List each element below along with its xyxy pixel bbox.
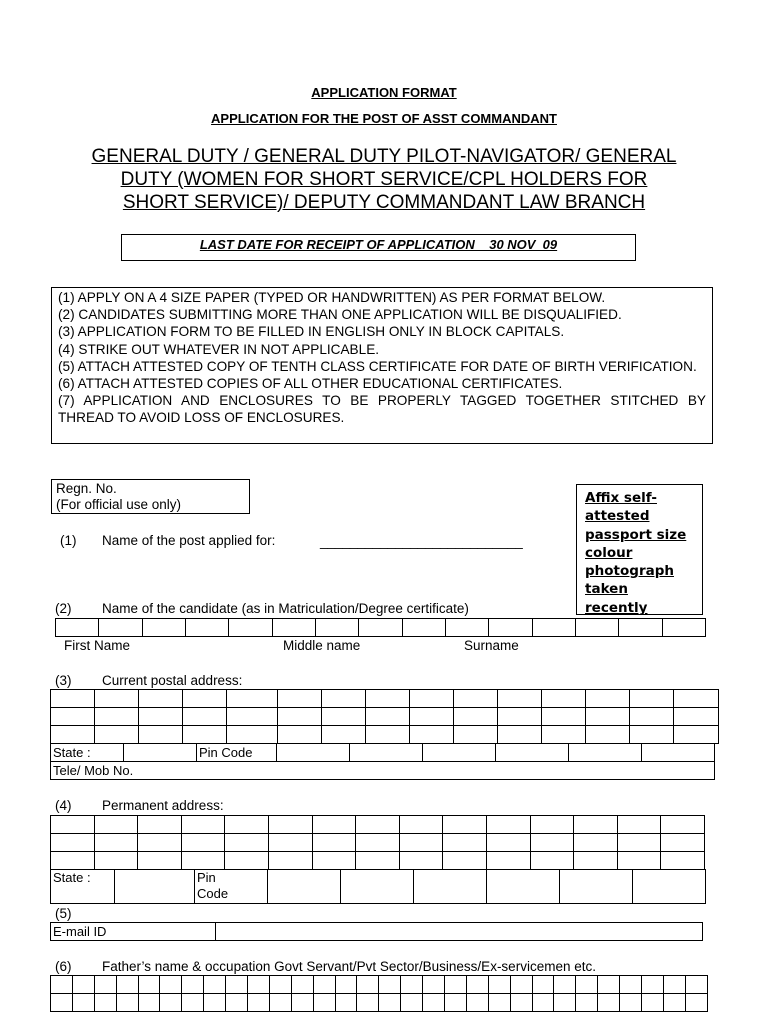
form-cell[interactable]	[498, 690, 542, 708]
form-cell[interactable]	[498, 726, 542, 744]
form-cell[interactable]	[661, 816, 705, 834]
form-cell[interactable]	[454, 708, 498, 726]
form-cell[interactable]	[410, 726, 454, 744]
form-cell[interactable]	[51, 994, 73, 1012]
name-cell[interactable]	[445, 619, 488, 637]
form-cell[interactable]	[94, 816, 138, 834]
form-cell[interactable]	[466, 994, 488, 1012]
state-field[interactable]	[124, 744, 197, 762]
first-name-label: First Name	[64, 638, 131, 653]
form-cell[interactable]	[268, 816, 312, 834]
form-cell[interactable]	[630, 708, 674, 726]
form-cell[interactable]	[183, 690, 227, 708]
form-cell[interactable]	[486, 816, 530, 834]
form-cell[interactable]	[356, 852, 400, 870]
email-tr	[51, 923, 703, 941]
form-cell[interactable]	[51, 708, 95, 726]
state-pin-row	[51, 870, 706, 904]
name-cell[interactable]	[185, 619, 228, 637]
address-row	[51, 834, 705, 852]
form-cell[interactable]	[138, 816, 182, 834]
q5-number: (5)	[55, 906, 72, 921]
form-cell[interactable]	[278, 690, 322, 708]
form-cell[interactable]	[138, 994, 160, 1012]
form-cell[interactable]	[630, 690, 674, 708]
form-cell[interactable]	[160, 994, 182, 1012]
form-cell[interactable]	[399, 852, 443, 870]
q3-number: (3)	[55, 673, 72, 688]
address-row	[51, 708, 719, 726]
instruction-3: (3) APPLICATION FORM TO BE FILLED IN ENGLISH ONLY IN BLOCK CAPITALS.	[58, 324, 565, 340]
instruction-5: (5) ATTACH ATTESTED COPY OF TENTH CLASS CERTIFICATE FOR DATE OF BIRTH VERIFICATION.	[58, 358, 697, 374]
name-grid-row	[56, 619, 706, 637]
form-cell[interactable]	[227, 726, 278, 744]
middle-name-label: Middle name	[283, 638, 361, 653]
photo-line-6: taken	[585, 581, 628, 598]
form-cell[interactable]	[445, 976, 467, 994]
form-cell[interactable]	[661, 834, 705, 852]
form-cell[interactable]	[335, 976, 357, 994]
form-cell[interactable]	[554, 994, 576, 1012]
surname-label: Surname	[464, 638, 519, 653]
form-cell[interactable]	[443, 834, 487, 852]
form-cell[interactable]	[72, 976, 94, 994]
form-cell[interactable]	[530, 816, 574, 834]
form-cell[interactable]	[488, 994, 510, 1012]
pin-cell[interactable]	[268, 870, 341, 904]
pin-code-label	[195, 870, 268, 904]
form-cell[interactable]	[576, 994, 598, 1012]
form-cell[interactable]	[95, 690, 139, 708]
form-cell[interactable]	[663, 976, 685, 994]
form-cell[interactable]	[498, 708, 542, 726]
form-cell[interactable]	[663, 994, 685, 1012]
form-cell[interactable]	[182, 994, 204, 1012]
form-cell[interactable]	[674, 726, 719, 744]
photo-line-2: attested	[585, 508, 650, 525]
form-cell[interactable]	[72, 994, 94, 1012]
form-cell[interactable]	[94, 976, 116, 994]
form-cell[interactable]	[225, 816, 269, 834]
q6-label: Father’s name & occupation Govt Servant/Pvt Sector/Business/Ex-servicemen etc.	[102, 959, 596, 974]
photo-line-7: recently	[585, 599, 648, 615]
form-cell[interactable]	[486, 852, 530, 870]
father-name-grid[interactable]	[50, 975, 708, 1012]
form-cell[interactable]	[94, 994, 116, 1012]
form-cell[interactable]	[674, 708, 719, 726]
form-cell[interactable]	[94, 834, 138, 852]
form-cell[interactable]	[313, 976, 335, 994]
pin-cell[interactable]	[341, 870, 414, 904]
state-pin-row	[51, 744, 715, 762]
form-cell[interactable]	[322, 726, 366, 744]
email-label: E-mail ID	[51, 923, 216, 941]
instruction-2: (2) CANDIDATES SUBMITTING MORE THAN ONE APPLICATION WILL BE DISQUALIFIED.	[58, 307, 622, 323]
form-cell[interactable]	[312, 816, 356, 834]
form-cell[interactable]	[227, 690, 278, 708]
form-cell[interactable]	[401, 976, 423, 994]
form-cell[interactable]	[204, 994, 226, 1012]
form-cell[interactable]	[51, 690, 95, 708]
q1-number: (1)	[60, 533, 77, 548]
form-cell[interactable]	[95, 708, 139, 726]
pin-code-label: Pin Code	[197, 744, 277, 762]
branch-title	[0, 145, 768, 214]
form-cell[interactable]	[530, 852, 574, 870]
form-cell[interactable]	[269, 976, 291, 994]
form-cell[interactable]	[486, 834, 530, 852]
photo-line-3: passport size	[585, 526, 687, 543]
form-cell[interactable]	[322, 690, 366, 708]
last-date-box	[121, 234, 636, 261]
address-row	[51, 816, 705, 834]
form-cell[interactable]	[278, 708, 322, 726]
post-title: APPLICATION FOR THE POST OF ASST COMMANDANT	[211, 111, 557, 126]
name-cell[interactable]	[56, 619, 99, 637]
pin-cell[interactable]	[560, 870, 633, 904]
form-cell[interactable]	[586, 726, 630, 744]
form-cell[interactable]	[269, 994, 291, 1012]
form-cell[interactable]	[183, 708, 227, 726]
q2-label: Name of the candidate (as in Matriculation/Degree certificate)	[102, 601, 469, 616]
form-cell[interactable]	[182, 976, 204, 994]
form-cell[interactable]	[620, 994, 642, 1012]
form-cell[interactable]	[116, 994, 138, 1012]
form-cell[interactable]	[181, 852, 225, 870]
state-label: State :	[51, 744, 124, 762]
form-cell[interactable]	[291, 976, 313, 994]
form-cell[interactable]	[357, 976, 379, 994]
instructions-box	[51, 287, 713, 444]
form-cell[interactable]	[574, 852, 618, 870]
form-cell[interactable]	[226, 976, 248, 994]
instruction-7: (7) APPLICATION AND ENCLOSURES TO BE PROPERLY TAGGED TOGETHER STITCHED BY THREAD TO AVOID LOSS OF ENCLOSURES.	[58, 393, 706, 426]
form-cell[interactable]	[366, 726, 410, 744]
regn-label: Regn. No.	[56, 481, 117, 496]
form-cell[interactable]	[139, 726, 183, 744]
form-cell[interactable]	[685, 976, 707, 994]
photo-line-1: Affix self-	[585, 490, 657, 506]
instruction-4: (4) STRIKE OUT WHATEVER IN NOT APPLICABLE.	[58, 341, 380, 357]
father-row	[51, 994, 708, 1012]
form-cell[interactable]	[138, 834, 182, 852]
form-cell[interactable]	[225, 834, 269, 852]
form-cell[interactable]	[574, 816, 618, 834]
form-cell[interactable]	[586, 708, 630, 726]
form-cell[interactable]	[488, 976, 510, 994]
form-cell[interactable]	[51, 976, 73, 994]
q1-label: Name of the post applied for:	[102, 533, 276, 548]
form-cell[interactable]	[312, 852, 356, 870]
form-cell[interactable]	[423, 994, 445, 1012]
pin-cell[interactable]	[633, 870, 706, 904]
current-state-pin-row[interactable]	[50, 743, 715, 780]
form-cell[interactable]	[586, 690, 630, 708]
form-cell[interactable]	[542, 726, 586, 744]
form-cell[interactable]	[454, 726, 498, 744]
form-cell[interactable]	[532, 976, 554, 994]
branch-line-2: DUTY (WOMEN FOR SHORT SERVICE/CPL HOLDERS FOR	[120, 169, 648, 190]
form-cell[interactable]	[51, 834, 95, 852]
name-cell[interactable]	[315, 619, 358, 637]
branch-line-3: SHORT SERVICE)/ DEPUTY COMMANDANT LAW BRANCH	[122, 192, 646, 213]
form-cell[interactable]	[322, 708, 366, 726]
q4-label: Permanent address:	[102, 798, 224, 813]
form-cell[interactable]	[574, 834, 618, 852]
form-cell[interactable]	[312, 834, 356, 852]
form-cell[interactable]	[51, 816, 95, 834]
pin-cell[interactable]	[423, 744, 496, 762]
form-cell[interactable]	[576, 976, 598, 994]
name-cell[interactable]	[489, 619, 532, 637]
pin-label-line1: Pin	[197, 870, 216, 885]
form-cell[interactable]	[51, 852, 95, 870]
form-cell[interactable]	[410, 690, 454, 708]
form-cell[interactable]	[674, 690, 719, 708]
form-cell[interactable]	[399, 834, 443, 852]
form-cell[interactable]	[181, 834, 225, 852]
form-cell[interactable]	[226, 994, 248, 1012]
pin-cell[interactable]	[642, 744, 715, 762]
form-cell[interactable]	[278, 726, 322, 744]
name-grid[interactable]	[55, 618, 706, 637]
form-cell[interactable]	[554, 976, 576, 994]
form-cell[interactable]	[466, 976, 488, 994]
form-cell[interactable]	[379, 994, 401, 1012]
name-cell[interactable]	[99, 619, 142, 637]
pin-cell[interactable]	[277, 744, 350, 762]
form-cell[interactable]	[399, 816, 443, 834]
form-cell[interactable]	[227, 708, 278, 726]
name-cell[interactable]	[619, 619, 662, 637]
form-cell[interactable]	[443, 852, 487, 870]
q1-post-field[interactable]: ___________________________	[320, 534, 523, 549]
form-cell[interactable]	[357, 994, 379, 1012]
branch-line-1: GENERAL DUTY / GENERAL DUTY PILOT-NAVIGATOR/ GENERAL	[91, 146, 677, 167]
email-field[interactable]	[216, 923, 703, 941]
form-cell[interactable]	[138, 852, 182, 870]
address-row	[51, 690, 719, 708]
tele-mob-label[interactable]: Tele/ Mob No.	[51, 762, 715, 780]
form-cell[interactable]	[617, 852, 661, 870]
name-cell[interactable]	[272, 619, 315, 637]
father-row	[51, 976, 708, 994]
form-cell[interactable]	[661, 852, 705, 870]
form-cell[interactable]	[443, 816, 487, 834]
regn-box	[51, 479, 250, 514]
form-cell[interactable]	[542, 690, 586, 708]
photo-line-5: photograph	[585, 563, 674, 580]
form-format-title: APPLICATION FORMAT	[311, 85, 457, 100]
form-cell[interactable]	[183, 726, 227, 744]
form-cell[interactable]	[630, 726, 674, 744]
instruction-1: (1) APPLY ON A 4 SIZE PAPER (TYPED OR HANDWRITTEN) AS PER FORMAT BELOW.	[58, 290, 606, 305]
form-cell[interactable]	[445, 994, 467, 1012]
photo-box	[576, 484, 703, 615]
email-row[interactable]	[50, 922, 703, 941]
state-field[interactable]	[115, 870, 195, 904]
q2-number: (2)	[55, 601, 72, 616]
form-cell[interactable]	[160, 976, 182, 994]
form-cell[interactable]	[51, 726, 95, 744]
form-cell[interactable]	[366, 708, 410, 726]
pin-cell[interactable]	[414, 870, 487, 904]
form-cell[interactable]	[410, 708, 454, 726]
q4-number: (4)	[55, 798, 72, 813]
form-cell[interactable]	[598, 976, 620, 994]
form-cell[interactable]	[268, 852, 312, 870]
q6-number: (6)	[55, 959, 72, 974]
form-cell[interactable]	[598, 994, 620, 1012]
form-cell[interactable]	[379, 976, 401, 994]
name-cell[interactable]	[402, 619, 445, 637]
form-cell[interactable]	[510, 994, 532, 1012]
name-cell[interactable]	[575, 619, 618, 637]
form-cell[interactable]	[139, 690, 183, 708]
form-cell[interactable]	[181, 816, 225, 834]
form-cell[interactable]	[356, 834, 400, 852]
form-cell[interactable]	[204, 976, 226, 994]
photo-line-4: colour	[585, 544, 633, 561]
address-row	[51, 852, 705, 870]
form-cell[interactable]	[313, 994, 335, 1012]
tele-row	[51, 762, 715, 780]
name-cell[interactable]	[142, 619, 185, 637]
form-cell[interactable]	[642, 976, 664, 994]
form-cell[interactable]	[95, 726, 139, 744]
form-cell[interactable]	[225, 852, 269, 870]
state-label: State :	[51, 870, 115, 904]
name-cell[interactable]	[359, 619, 402, 637]
form-cell[interactable]	[116, 976, 138, 994]
form-cell[interactable]	[454, 690, 498, 708]
form-cell[interactable]	[268, 834, 312, 852]
pin-cell[interactable]	[569, 744, 642, 762]
form-cell[interactable]	[356, 816, 400, 834]
form-cell[interactable]	[532, 994, 554, 1012]
form-cell[interactable]	[139, 708, 183, 726]
name-cell[interactable]	[532, 619, 575, 637]
form-cell[interactable]	[642, 994, 664, 1012]
permanent-address-grid[interactable]	[50, 815, 705, 870]
name-cell[interactable]	[662, 619, 705, 637]
form-cell[interactable]	[530, 834, 574, 852]
last-date-text: LAST DATE FOR RECEIPT OF APPLICATION 30 NOV 09	[199, 237, 558, 252]
form-cell[interactable]	[685, 994, 707, 1012]
pin-label-line2: Code	[197, 886, 229, 901]
pin-cell[interactable]	[350, 744, 423, 762]
form-cell[interactable]	[617, 834, 661, 852]
permanent-state-pin-row[interactable]	[50, 869, 706, 904]
pin-cell[interactable]	[496, 744, 569, 762]
q3-label: Current postal address:	[102, 673, 243, 688]
form-cell[interactable]	[366, 690, 410, 708]
form-cell[interactable]	[94, 852, 138, 870]
name-cell[interactable]	[229, 619, 272, 637]
form-cell[interactable]	[510, 976, 532, 994]
form-cell[interactable]	[620, 976, 642, 994]
form-cell[interactable]	[617, 816, 661, 834]
form-cell[interactable]	[248, 976, 270, 994]
form-cell[interactable]	[291, 994, 313, 1012]
address-row	[51, 726, 719, 744]
form-cell[interactable]	[138, 976, 160, 994]
form-cell[interactable]	[401, 994, 423, 1012]
form-cell[interactable]	[248, 994, 270, 1012]
form-cell[interactable]	[542, 708, 586, 726]
regn-note: (For official use only)	[56, 497, 182, 512]
form-cell[interactable]	[335, 994, 357, 1012]
pin-cell[interactable]	[487, 870, 560, 904]
form-cell[interactable]	[423, 976, 445, 994]
instruction-6: (6) ATTACH ATTESTED COPIES OF ALL OTHER EDUCATIONAL CERTIFICATES.	[58, 376, 563, 392]
current-address-grid[interactable]	[50, 689, 719, 744]
